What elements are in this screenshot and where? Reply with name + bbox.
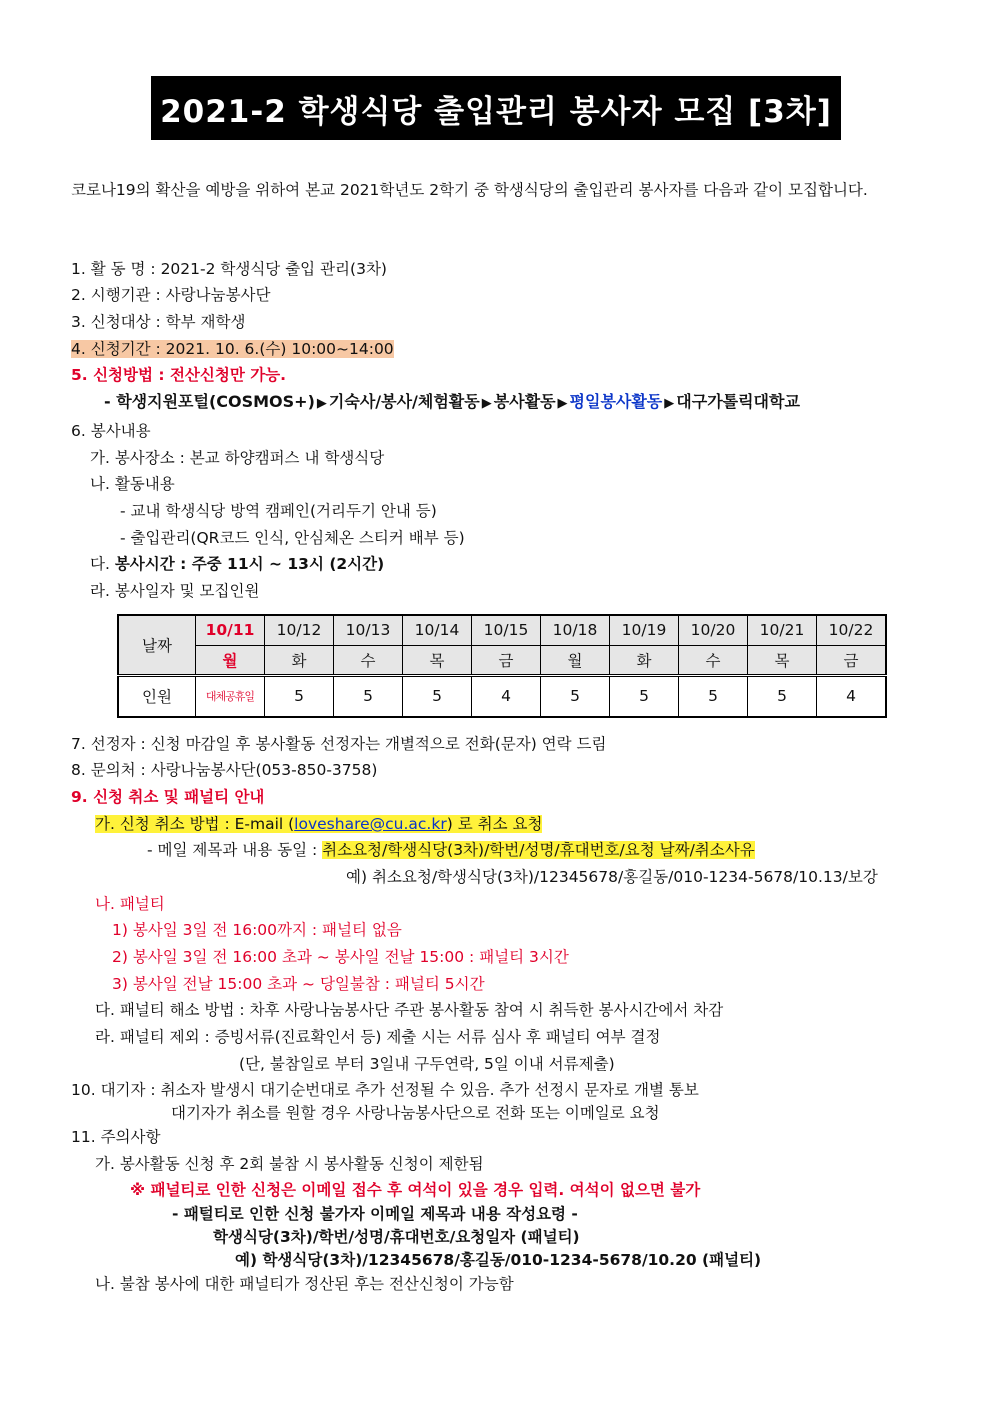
day-cell: 수 bbox=[334, 645, 403, 675]
item-activity: 나. 활동내용 bbox=[90, 475, 175, 493]
count-cell-holiday: 대체공휴일 bbox=[196, 675, 265, 717]
item-content: 6. 봉사내용 bbox=[71, 422, 151, 440]
waitlist-cancel: 대기자가 취소를 원할 경우 사랑나눔봉사단으로 전화 또는 이메일로 요청 bbox=[171, 1104, 660, 1122]
mail-format-text: 취소요청/학생식당(3차)/학번/성명/휴대번호/요청 날짜/취소사유 bbox=[322, 841, 755, 859]
penalty-rule-2: 2) 봉사일 3일 전 16:00 초과 ~ 봉사일 전날 15:00 : 패널티 3시간 bbox=[112, 948, 569, 966]
day-cell: 화 bbox=[610, 645, 679, 675]
day-cell: 금 bbox=[817, 645, 887, 675]
date-cell: 10/13 bbox=[334, 615, 403, 645]
count-cell: 5 bbox=[541, 675, 610, 717]
item-waitlist: 10. 대기자 : 취소자 발생시 대기순번대로 추가 선정될 수 있음. 추가 선정시 문자로 개별 통보 bbox=[71, 1081, 699, 1099]
penalty-resolve: 다. 패널티 해소 방법 : 차후 사랑나눔봉사단 주관 봉사활동 참여 시 취득한 봉사시간에서 차감 bbox=[95, 1001, 724, 1019]
path-step-volunteer: 봉사활동 bbox=[493, 392, 556, 411]
count-cell: 4 bbox=[817, 675, 887, 717]
date-cell: 10/14 bbox=[403, 615, 472, 645]
item-period bbox=[71, 338, 394, 360]
cancel-method-text: 가. 신청 취소 방법 : E-mail ( bbox=[95, 815, 295, 833]
day-cell: 화 bbox=[265, 645, 334, 675]
cancel-method bbox=[95, 813, 542, 835]
cancel-method-suffix: ) 로 취소 요청 bbox=[446, 815, 543, 833]
item-method: 5. 신청방법 : 전산신청만 가능. bbox=[71, 366, 287, 384]
date-cell: 10/12 bbox=[265, 615, 334, 645]
item-time bbox=[90, 553, 384, 575]
penalty-exempt-note: (단, 불참일로 부터 3일내 구두연락, 5일 이내 서류제출) bbox=[239, 1055, 615, 1073]
penalty-rule-1: 1) 봉사일 3일 전 16:00까지 : 패널티 없음 bbox=[112, 921, 402, 939]
count-cell: 5 bbox=[403, 675, 472, 717]
item-selection: 7. 선정자 : 신청 마감일 후 봉사활동 선정자는 개별적으로 전화(문자) 연락 드림 bbox=[71, 735, 607, 753]
date-cell: 10/22 bbox=[817, 615, 887, 645]
count-cell: 5 bbox=[679, 675, 748, 717]
path-step-dorm: 기숙사/봉사/체험활동 bbox=[328, 392, 480, 411]
item-schedule: 라. 봉사일자 및 모집인원 bbox=[90, 582, 260, 600]
email-link[interactable]: loveshare@cu.ac.kr bbox=[294, 815, 447, 833]
date-cell: 10/19 bbox=[610, 615, 679, 645]
item-cancel-penalty: 9. 신청 취소 및 패널티 안내 bbox=[71, 788, 265, 806]
count-cell: 4 bbox=[472, 675, 541, 717]
day-cell: 월 bbox=[541, 645, 610, 675]
activity-campaign: - 교내 학생식당 방역 캠페인(거리두기 안내 등) bbox=[120, 502, 437, 520]
date-cell: 10/15 bbox=[472, 615, 541, 645]
activity-entry: - 출입관리(QR코드 인식, 안심체온 스티커 배부 등) bbox=[120, 529, 465, 547]
note-format-heading: - 패털티로 인한 신청 불가자 이메일 제목과 내용 작성요령 - bbox=[172, 1205, 578, 1223]
arrow-right-icon: ▶ bbox=[481, 396, 492, 411]
label-count: 인원 bbox=[118, 675, 196, 717]
item-contact: 8. 문의처 : 사랑나눔봉사단(053-850-3758) bbox=[71, 761, 378, 779]
cancel-method-highlight bbox=[95, 815, 542, 833]
item-place: 가. 봉사장소 : 본교 하양캠퍼스 내 학생식당 bbox=[90, 449, 385, 467]
date-cell: 10/21 bbox=[748, 615, 817, 645]
day-cell: 수 bbox=[679, 645, 748, 675]
path-step-portal: - 학생지원포털(COSMOS+) bbox=[104, 392, 315, 411]
penalty-heading: 나. 패널티 bbox=[95, 895, 165, 913]
arrow-right-icon: ▶ bbox=[557, 396, 568, 411]
mail-format bbox=[147, 839, 755, 861]
item-organizer: 2. 시행기관 : 사랑나눔봉사단 bbox=[71, 286, 271, 304]
time-text: 봉사시간 : 주중 11시 ~ 13시 (2시간) bbox=[114, 555, 385, 573]
path-step-university: 대구가톨릭대학교 bbox=[676, 392, 800, 411]
mail-example: 예) 취소요청/학생식당(3차)/12345678/홍길동/010-1234-5678/10.13/보강 bbox=[346, 868, 878, 886]
note-restriction: 가. 봉사활동 신청 후 2회 불참 시 봉사활동 신청이 제한됨 bbox=[95, 1155, 484, 1173]
day-cell: 목 bbox=[748, 645, 817, 675]
arrow-right-icon: ▶ bbox=[316, 396, 327, 411]
penalty-rule-3: 3) 봉사일 전날 15:00 초과 ~ 당일불참 : 패널티 5시간 bbox=[112, 975, 485, 993]
day-cell: 월 bbox=[196, 645, 265, 675]
item-activity-name: 1. 활 동 명 : 2021-2 학생식당 출입 관리(3차) bbox=[71, 260, 387, 278]
arrow-right-icon: ▶ bbox=[664, 396, 675, 411]
count-cell: 5 bbox=[748, 675, 817, 717]
portal-path bbox=[104, 391, 800, 415]
time-prefix: 다. bbox=[90, 555, 115, 573]
note-format: 학생식당(3차)/학번/성명/휴대번호/요청일자 (패널티) bbox=[213, 1228, 580, 1246]
count-cell: 5 bbox=[610, 675, 679, 717]
count-cell: 5 bbox=[334, 675, 403, 717]
item-target: 3. 신청대상 : 학부 재학생 bbox=[71, 313, 246, 331]
period-highlight: 4. 신청기간 : 2021. 10. 6.(수) 10:00~14:00 bbox=[71, 340, 394, 358]
day-cell: 금 bbox=[472, 645, 541, 675]
note-settled: 나. 불참 봉사에 대한 패널티가 정산된 후는 전산신청이 가능함 bbox=[95, 1275, 514, 1293]
label-date: 날짜 bbox=[118, 615, 196, 675]
note-format-example: 예) 학생식당(3차)/12345678/홍길동/010-1234-5678/10.20 (패널티) bbox=[235, 1251, 762, 1269]
date-cell: 10/11 bbox=[196, 615, 265, 645]
penalty-exempt: 라. 패널티 제외 : 증빙서류(진료확인서 등) 제출 시는 서류 심사 후 패널티 여부 결정 bbox=[95, 1028, 661, 1046]
mail-format-label: - 메일 제목과 내용 동일 : bbox=[147, 841, 323, 859]
date-cell: 10/20 bbox=[679, 615, 748, 645]
path-step-weekday: 평일봉사활동 bbox=[569, 392, 663, 411]
date-cell: 10/18 bbox=[541, 615, 610, 645]
note-penalty-apply: ※ 패널티로 인한 신청은 이메일 접수 후 여석이 있을 경우 입력. 여석이 없으면 불가 bbox=[130, 1181, 701, 1199]
item-notes: 11. 주의사항 bbox=[71, 1128, 161, 1146]
schedule-table bbox=[117, 614, 887, 718]
day-cell: 목 bbox=[403, 645, 472, 675]
page-title: 2021-2 학생식당 출입관리 봉사자 모집 [3차] bbox=[151, 76, 841, 140]
intro-paragraph: 코로나19의 확산을 예방을 위하여 본교 2021학년도 2학기 중 학생식당의 출입관리 봉사자를 다음과 같이 모집합니다. bbox=[71, 181, 868, 199]
count-cell: 5 bbox=[265, 675, 334, 717]
